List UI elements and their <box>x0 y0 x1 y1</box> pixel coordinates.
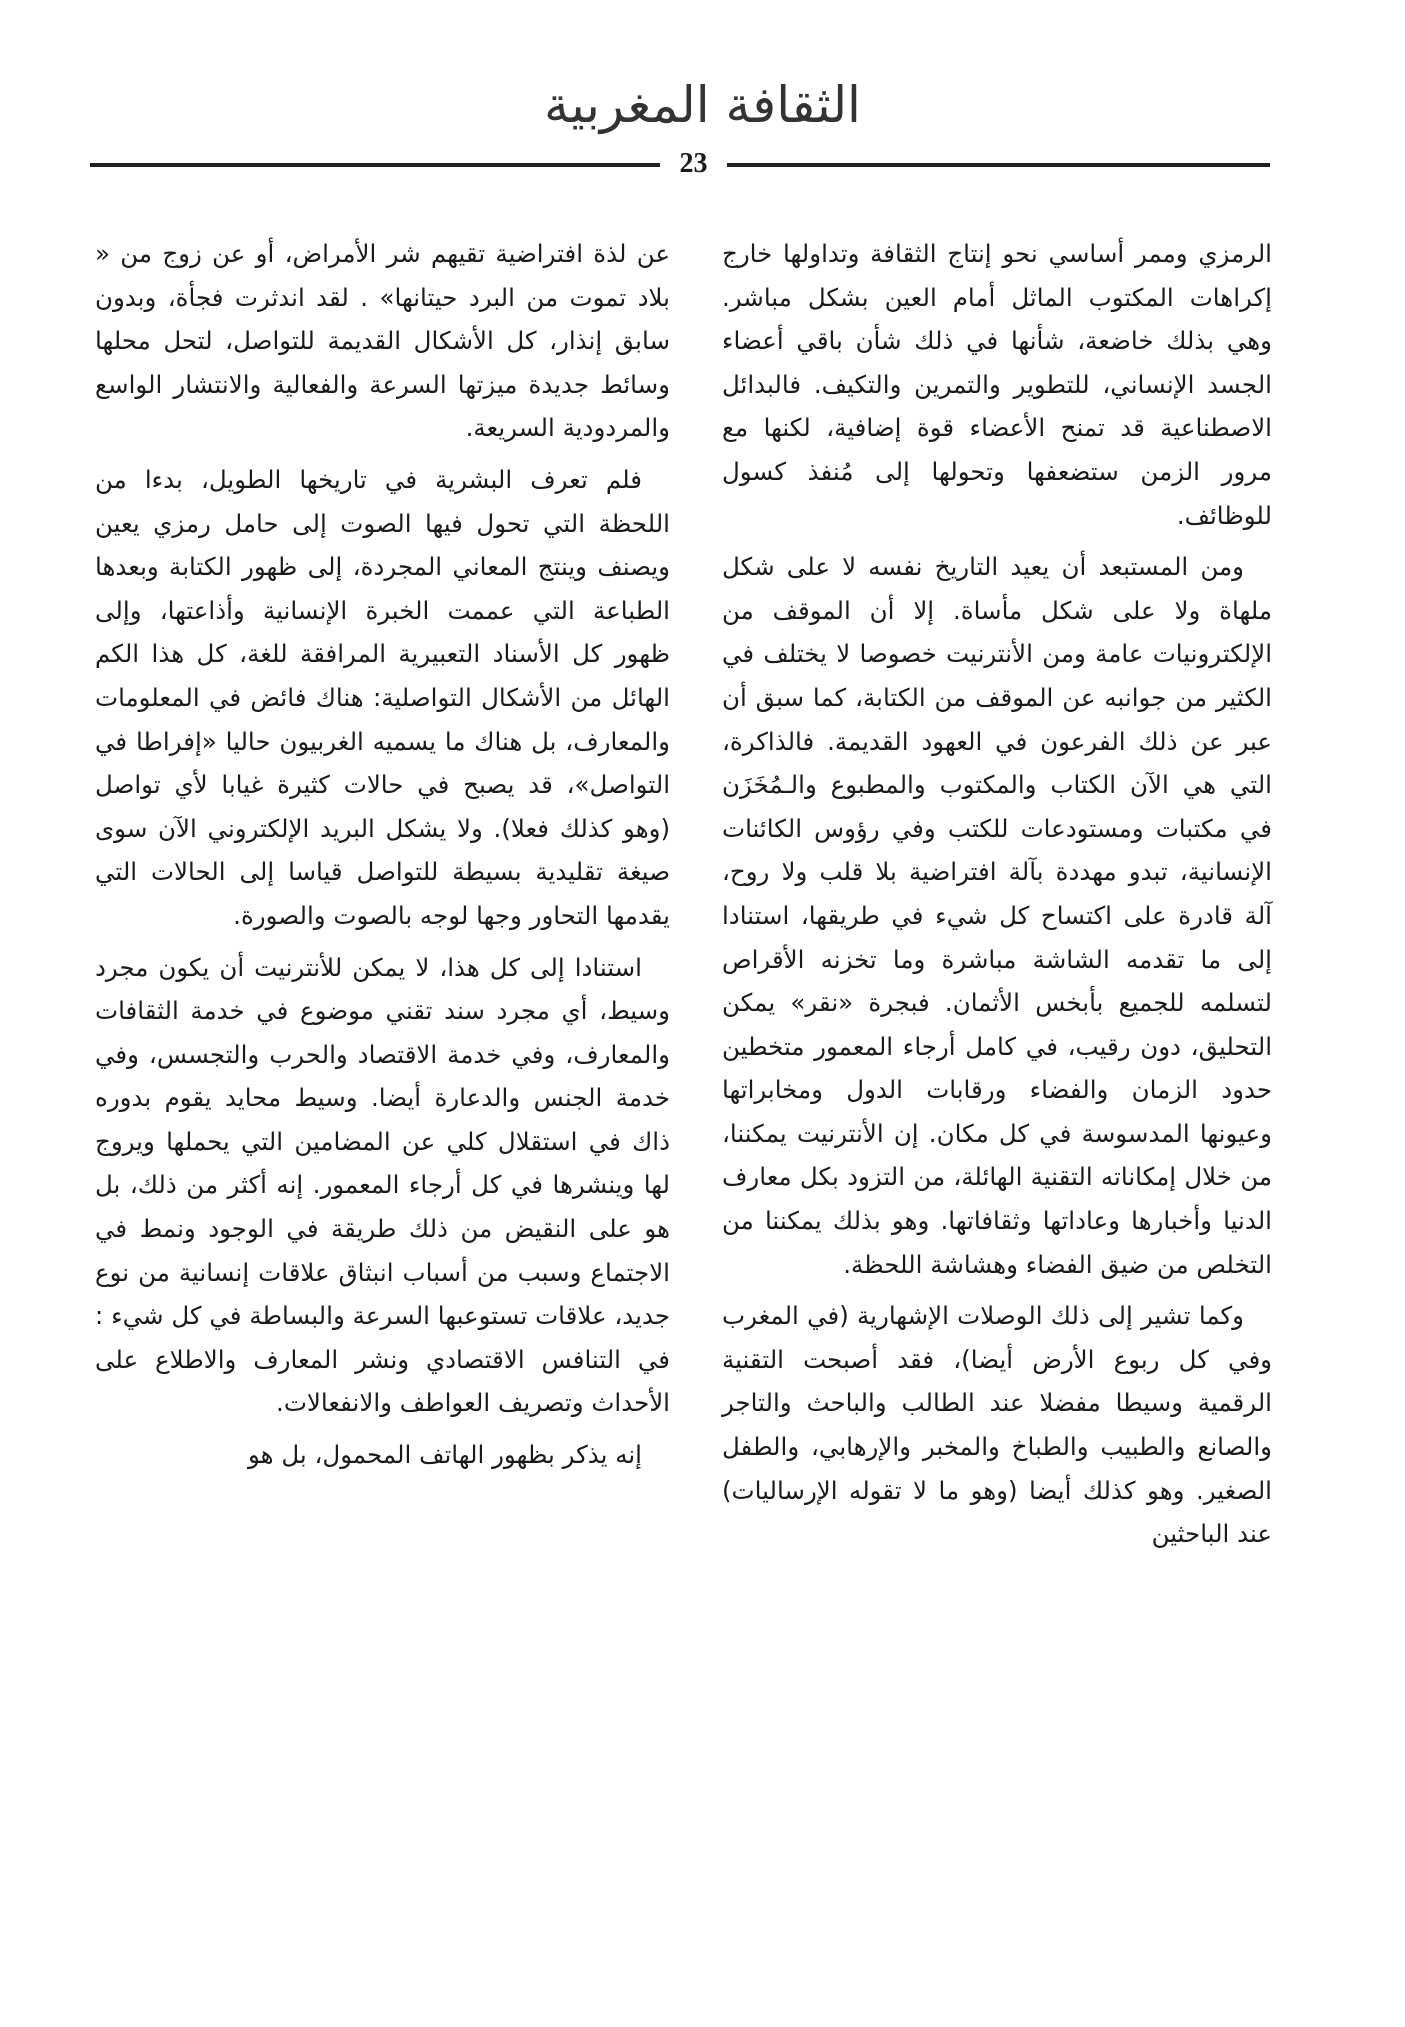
paragraph: عن لذة افتراضية تقيهم شر الأمراض، أو عن زوج من « بلاد تموت من البرد حيتانها» . لقد اندثرت فجأة، وبدون سابق إنذار، كل الأشكال القديمة للتواصل، لتحل محلها وسائط جديدة ميزتها السرعة والفعالية والانتشار الواسع والمردودية السريعة. <box>95 239 670 443</box>
right-column <box>722 232 1272 1556</box>
paragraph: استنادا إلى كل هذا، لا يمكن للأنترنيت أن يكون مجرد وسيط، أي مجرد سند تقني موضوع في خدمة الثقافات والمعارف، وفي خدمة الاقتصاد والحرب والتجسس، وفي خدمة الجنس والدعارة أيضا. وسيط محايد يقوم بدوره ذاك في استقلال كلي عن المضامين التي يحملها ويروج لها وينشرها في كل أرجاء المعمور. إنه أكثر من ذلك، بل هو على النقيض من ذلك طريقة في الوجود ونمط في الاجتماع وسبب من أسباب انبثاق علاقات إنسانية من نوع جديد، علاقات تستوعبها السرعة والبساطة في كل شيء : في التنافس الاقتصادي ونشر المعارف والاطلاع على الأحداث وتصريف العواطف والانفعالات. <box>95 952 670 1418</box>
paragraph: ومن المستبعد أن يعيد التاريخ نفسه لا على شكل ملهاة ولا على شكل مأساة. إلا أن الموقف من الإلكترونيات عامة ومن الأنترنيت خصوصا لا يختلف في الكثير من جوانبه عن الموقف من الكتابة، كما سبق أن عبر عن ذلك الفرعون في العهود القديمة. فالذاكرة، التي هي الآن الكتاب والمكتوب والمطبوع والـمُخَزَن في مكتبات ومستودعات للكتب وفي رؤوس الكائنات الإنسانية، تبدو مهددة بآلة افتراضية بلا قلب ولا روح، آلة قادرة على اكتساح كل شيء في طريقها، استنادا إلى ما تقدمه الشاشة مباشرة وما تخزنه الأقراص لتسلمه للجميع بأبخس الأثمان. فبجرة «نقر» يمكن التحليق، دون رقيب، في كامل أرجاء المعمور متخطين حدود الزمان والفضاء ورقابات الدول ومخابراتها وعيونها المدسوسة في كل مكان. إن الأنترنيت يمكننا، من خلال إمكاناته التقنية الهائلة، من التزود بكل معارف الدنيا وأخبارها وعاداتها وثقافاتها. وهو بذلك يمكننا من التخلص من ضيق الفضاء وهشاشة اللحظة. <box>722 552 1272 1279</box>
page-number: 23 <box>679 148 708 179</box>
left-column <box>95 232 670 1477</box>
page-header <box>0 70 1405 179</box>
paragraph: فلم تعرف البشرية في تاريخها الطويل، بدءا من اللحظة التي تحول فيها الصوت إلى حامل رمزي يعين ويصنف وينتج المعاني المجردة، إلى ظهور الكتابة وبعدها الطباعة التي عممت الخبرة الإنسانية وأذاعتها، وإلى ظهور كل الأسناد التعبيرية المرافقة للغة، كل هذا الكم الهائل من الأشكال التواصلية: هناك فائض في المعلومات والمعارف، بل هناك ما يسميه الغربيون حاليا «إفراطا في التواصل»، قد يصبح في حالات كثيرة غيابا لأي تواصل (وهو كذلك فعلا). ولا يشكل البريد الإلكتروني الآن سوى صيغة تقليدية بسيطة للتواصل قياسا إلى الحالات التي يقدمها التحاور وجها لوجه بالصوت والصورة. <box>95 464 670 930</box>
journal-title: الثقافة المغربية <box>544 76 861 134</box>
paragraph: الرمزي وممر أساسي نحو إنتاج الثقافة وتداولها خارج إكراهات المكتوب الماثل أمام العين بشكل مباشر. وهي بذلك خاضعة، شأنها في ذلك شأن باقي أعضاء الجسد الإنساني، للتطوير والتمرين والتكيف. فالبدائل الاصطناعية قد تمنح الأعضاء قوة إضافية، لكنها مع مرور الزمن ستضعفها وتحولها إلى مُنفذ كسول للوظائف. <box>722 239 1272 530</box>
header-rule-left <box>90 163 660 167</box>
paragraph: وكما تشير إلى ذلك الوصلات الإشهارية (في المغرب وفي كل ربوع الأرض أيضا)، فقد أصبحت التقنية الرقمية وسيطا مفضلا عند الطالب والباحث والتاجر والصانع والطبيب والطباخ والمخبر والإرهابي، والطفل الصغير. وهو كذلك أيضا (وهو ما لا تقوله الإرساليات) عند الباحثين <box>722 1301 1272 1549</box>
paragraph: إنه يذكر بظهور الهاتف المحمول، بل هو <box>248 1440 642 1470</box>
header-rule-right <box>727 163 1270 167</box>
